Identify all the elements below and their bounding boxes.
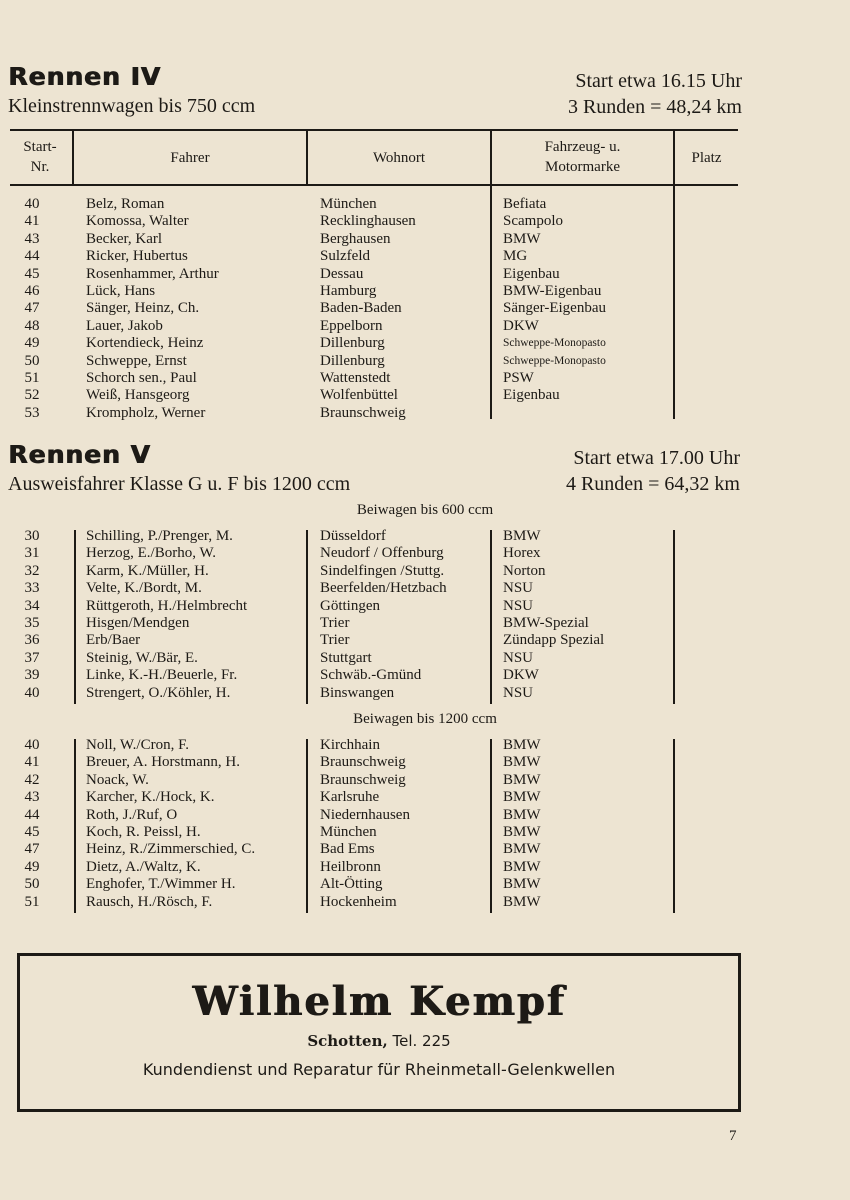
driver-name: Rausch, H./Rösch, F. xyxy=(86,893,213,910)
header-driver: Fahrer xyxy=(170,150,210,166)
table-row xyxy=(0,266,850,283)
table-row xyxy=(0,789,850,806)
hometown: Karlsruhe xyxy=(320,789,380,806)
table-row xyxy=(0,685,850,702)
start-number: 47 xyxy=(24,300,40,317)
driver-name: Heinz, R./Zimmerschied, C. xyxy=(86,841,256,858)
column-divider xyxy=(306,739,308,913)
vehicle-make: BMW xyxy=(503,806,541,823)
hometown: Recklinghausen xyxy=(320,213,416,230)
vehicle-make: BMW xyxy=(503,737,541,753)
start-number: 39 xyxy=(24,667,40,684)
vehicle-make: BMW xyxy=(503,528,541,544)
table-row xyxy=(0,772,850,789)
table-row xyxy=(0,667,850,684)
driver-name: Herzog, E./Borho, W. xyxy=(86,545,216,562)
driver-name: Dietz, A./Waltz, K. xyxy=(86,858,201,875)
hometown: Stuttgart xyxy=(320,649,372,666)
vehicle-make: BMW-Spezial xyxy=(503,615,589,631)
race-4-class: Kleinstrennwagen bis 750 ccm xyxy=(8,95,256,117)
start-number: 44 xyxy=(24,248,40,265)
hometown: Sindelfingen /Stuttg. xyxy=(320,562,445,579)
start-number: 43 xyxy=(24,230,40,247)
hometown: Baden-Baden xyxy=(320,300,402,317)
driver-name: Komossa, Walter xyxy=(86,213,189,230)
vehicle-make: Sänger-Eigenbau xyxy=(503,300,606,317)
start-number: 49 xyxy=(24,335,40,352)
table-row xyxy=(0,335,850,352)
table-row xyxy=(0,824,850,841)
hometown: Düsseldorf xyxy=(320,528,386,544)
vehicle-make: BMW xyxy=(503,789,541,806)
header-town: Wohnort xyxy=(372,150,426,166)
vehicle-make: BMW xyxy=(503,824,541,840)
driver-name: Noack, W. xyxy=(86,771,149,788)
start-number: 41 xyxy=(24,754,40,771)
driver-name: Rosenhammer, Arthur xyxy=(86,265,219,282)
driver-name: Sänger, Heinz, Ch. xyxy=(86,300,200,317)
hometown: Kirchhain xyxy=(320,737,380,753)
driver-name: Weiß, Hansgeorg xyxy=(86,387,190,404)
vehicle-make: Eigenbau xyxy=(503,387,560,404)
table-row xyxy=(0,754,850,771)
vehicle-make: DKW xyxy=(503,667,539,684)
race-5-laps: 4 Runden = 64,32 km xyxy=(565,473,740,495)
start-number: 47 xyxy=(24,841,40,858)
table-row xyxy=(0,563,850,580)
driver-name: Kortendieck, Heinz xyxy=(86,335,204,352)
table-row xyxy=(0,807,850,824)
driver-name: Erb/Baer xyxy=(86,632,141,649)
start-number: 30 xyxy=(24,528,40,544)
column-divider xyxy=(74,739,76,913)
advertiser-name: Wilhelm Kempf xyxy=(192,978,566,1025)
hometown: Göttingen xyxy=(320,597,380,614)
driver-name: Lück, Hans xyxy=(86,283,156,299)
hometown: Niedernhausen xyxy=(320,806,410,823)
vehicle-make: Eigenbau xyxy=(503,265,560,282)
hometown: Trier xyxy=(320,632,350,649)
hometown: Neudorf / Offenburg xyxy=(320,545,444,562)
table-row xyxy=(0,213,850,230)
start-number: 46 xyxy=(24,283,40,299)
vehicle-make: Norton xyxy=(503,562,546,579)
table-row xyxy=(0,632,850,649)
table-row xyxy=(0,859,850,876)
driver-name: Breuer, A. Horstmann, H. xyxy=(86,754,240,771)
hometown: Eppelborn xyxy=(320,317,383,334)
driver-name: Belz, Roman xyxy=(86,196,165,212)
start-number: 43 xyxy=(24,789,40,806)
header-place: Platz xyxy=(691,150,722,166)
vehicle-make: BMW xyxy=(503,858,541,875)
hometown: Wattenstedt xyxy=(320,370,391,386)
vehicle-make: NSU xyxy=(503,684,534,701)
race-5-start-time: Start etwa 17.00 Uhr xyxy=(573,447,740,469)
start-number: 45 xyxy=(24,824,40,840)
vehicle-make: BMW xyxy=(503,893,541,910)
driver-name: Roth, J./Ruf, O xyxy=(86,806,178,823)
hometown: Berghausen xyxy=(320,230,391,247)
start-number: 31 xyxy=(24,545,40,562)
table-row xyxy=(0,598,850,615)
driver-name: Lauer, Jakob xyxy=(86,317,163,334)
table-row xyxy=(0,545,850,562)
vehicle-make: BMW xyxy=(503,754,541,771)
hometown: Wolfenbüttel xyxy=(320,387,398,404)
start-number: 42 xyxy=(24,771,40,788)
driver-name: Koch, R. Peissl, H. xyxy=(86,824,201,840)
start-number: 48 xyxy=(24,317,40,334)
hometown: Braunschweig xyxy=(320,404,406,421)
vehicle-make: BMW xyxy=(503,841,541,858)
hometown: Heilbronn xyxy=(320,858,381,875)
driver-name: Ricker, Hubertus xyxy=(86,248,188,265)
vehicle-make: BMW xyxy=(503,876,541,893)
driver-name: Karcher, K./Hock, K. xyxy=(86,789,215,806)
hometown: Dessau xyxy=(320,265,364,282)
start-number: 50 xyxy=(24,876,40,893)
start-number: 37 xyxy=(24,649,40,666)
class-section-label: Beiwagen bis 1200 ccm xyxy=(353,711,497,727)
start-number: 36 xyxy=(24,632,40,649)
advertiser-contact xyxy=(20,1032,738,1050)
hometown: Beerfelden/Hetzbach xyxy=(320,580,447,597)
table-row xyxy=(0,615,850,632)
hometown: Hamburg xyxy=(320,283,377,299)
table-row xyxy=(0,894,850,911)
vehicle-make: Horex xyxy=(503,545,541,562)
race-4-laps: 3 Runden = 48,24 km xyxy=(567,96,742,118)
header-start-nr: Start- Nr. xyxy=(23,139,57,175)
driver-name: Schilling, P./Prenger, M. xyxy=(86,528,233,544)
start-number: 33 xyxy=(24,580,40,597)
driver-name: Strengert, O./Köhler, H. xyxy=(86,684,231,701)
hometown: Trier xyxy=(320,615,350,631)
header-make: Fahrzeug- u. Motormarke xyxy=(544,139,621,175)
class-section-label: Beiwagen bis 600 ccm xyxy=(356,502,494,518)
table-row xyxy=(0,405,850,422)
driver-name: Rüttgeroth, H./Helmbrecht xyxy=(86,597,248,614)
table-row xyxy=(0,841,850,858)
column-divider xyxy=(74,530,76,704)
start-number: 35 xyxy=(24,615,40,631)
hometown: München xyxy=(320,196,377,212)
column-divider xyxy=(673,530,675,704)
vehicle-make: MG xyxy=(503,248,528,265)
vehicle-make: NSU xyxy=(503,597,534,614)
vehicle-make: NSU xyxy=(503,580,534,597)
hometown: Bad Ems xyxy=(320,841,375,858)
table-header-rule xyxy=(10,184,738,186)
vehicle-make: BMW xyxy=(503,230,541,247)
table-row xyxy=(0,248,850,265)
hometown: Hockenheim xyxy=(320,893,397,910)
vehicle-make: NSU xyxy=(503,649,534,666)
driver-name: Schweppe, Ernst xyxy=(86,352,187,369)
start-number: 52 xyxy=(24,387,40,404)
driver-name: Schorch sen., Paul xyxy=(86,370,197,386)
hometown: Braunschweig xyxy=(320,771,406,788)
column-divider xyxy=(490,739,492,913)
start-number: 50 xyxy=(24,352,40,369)
table-row xyxy=(0,876,850,893)
table-row xyxy=(0,353,850,370)
table-row xyxy=(0,528,850,545)
driver-name: Hisgen/Mendgen xyxy=(86,615,190,631)
hometown: Schwäb.-Gmünd xyxy=(320,667,422,684)
vehicle-make: DKW xyxy=(503,317,539,334)
start-number: 34 xyxy=(24,597,40,614)
race-4-start-time: Start etwa 16.15 Uhr xyxy=(575,70,742,92)
vehicle-make: BMW xyxy=(503,771,541,788)
table-row xyxy=(0,318,850,335)
table-row xyxy=(0,300,850,317)
vehicle-make: PSW xyxy=(503,370,534,386)
vehicle-make: Scampolo xyxy=(503,213,563,230)
driver-name: Becker, Karl xyxy=(86,230,163,247)
start-number: 51 xyxy=(24,370,40,386)
hometown: Binswangen xyxy=(320,684,395,701)
start-number: 49 xyxy=(24,858,40,875)
column-divider xyxy=(490,530,492,704)
vehicle-make: Zündapp Spezial xyxy=(503,632,605,649)
start-number: 53 xyxy=(24,404,40,421)
start-number: 41 xyxy=(24,213,40,230)
vehicle-make: Befiata xyxy=(503,196,547,212)
race-5-class: Ausweisfahrer Klasse G u. F bis 1200 ccm xyxy=(8,473,351,495)
advertisement-box xyxy=(17,953,741,1112)
table-row xyxy=(0,387,850,404)
driver-name: Karm, K./Müller, H. xyxy=(86,562,209,579)
start-number: 40 xyxy=(24,196,40,212)
vehicle-make: Schweppe-Monopasto xyxy=(503,354,606,367)
race-5-title: Rennen V xyxy=(8,440,151,469)
driver-name: Steinig, W./Bär, E. xyxy=(86,649,198,666)
table-row xyxy=(0,283,850,300)
advertiser-city: Schotten, xyxy=(307,1032,388,1050)
table-row xyxy=(0,370,850,387)
table-row xyxy=(0,650,850,667)
start-number: 51 xyxy=(24,893,40,910)
hometown: Dillenburg xyxy=(320,352,385,369)
race-4-title: Rennen IV xyxy=(8,62,161,91)
table-row xyxy=(0,196,850,213)
driver-name: Linke, K.-H./Beuerle, Fr. xyxy=(86,667,238,684)
page-number: 7 xyxy=(729,1128,737,1144)
driver-name: Noll, W./Cron, F. xyxy=(86,737,189,753)
start-number: 45 xyxy=(24,265,40,282)
hometown: Dillenburg xyxy=(320,335,385,352)
column-divider xyxy=(673,739,675,913)
start-number: 40 xyxy=(24,737,40,753)
start-number: 32 xyxy=(24,562,40,579)
vehicle-make: BMW-Eigenbau xyxy=(503,283,602,299)
column-divider xyxy=(306,530,308,704)
advertiser-service: Kundendienst und Reparatur für Rheinmetall-Gelenkwellen xyxy=(142,1060,616,1079)
start-number: 40 xyxy=(24,684,40,701)
table-row xyxy=(0,580,850,597)
hometown: Braunschweig xyxy=(320,754,406,771)
hometown: Alt-Ötting xyxy=(320,876,383,893)
start-number: 44 xyxy=(24,806,40,823)
vehicle-make: Schweppe-Monopasto xyxy=(503,337,606,350)
driver-name: Velte, K./Bordt, M. xyxy=(86,580,202,597)
driver-name: Krompholz, Werner xyxy=(86,404,206,421)
advertiser-phone: Tel. 225 xyxy=(392,1032,451,1050)
hometown: Sulzfeld xyxy=(320,248,370,265)
hometown: München xyxy=(320,824,377,840)
table-row xyxy=(0,737,850,754)
table-row xyxy=(0,231,850,248)
table-top-rule xyxy=(10,129,738,131)
driver-name: Enghofer, T./Wimmer H. xyxy=(86,876,236,893)
